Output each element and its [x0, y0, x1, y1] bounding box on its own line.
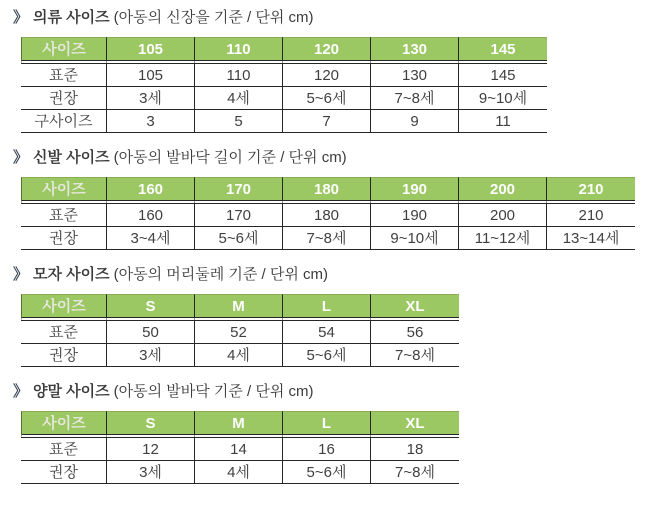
section-title-description: (아동의 발바닥 기준 / 단위 cm) — [113, 383, 314, 400]
table-cell: 11~12세 — [459, 227, 547, 250]
table-cell: 190 — [371, 204, 459, 227]
table-cell: 160 — [107, 204, 195, 227]
section-title — [13, 9, 658, 27]
table-cell: 5~6세 — [283, 344, 371, 367]
size-section — [13, 149, 658, 250]
size-column-header: 145 — [459, 37, 547, 64]
table-cell: 3세 — [107, 461, 195, 484]
table-row — [21, 204, 635, 227]
table-cell: 7~8세 — [371, 87, 459, 110]
table-cell: 4세 — [195, 344, 283, 367]
table-row — [21, 461, 459, 484]
table-header-row — [21, 294, 459, 321]
table-cell: 170 — [195, 204, 283, 227]
size-section — [13, 9, 658, 133]
size-column-header: L — [283, 294, 371, 321]
section-title-name: 신발 사이즈 — [33, 149, 110, 166]
section-title-description: (아동의 발바닥 길이 기준 / 단위 cm) — [113, 149, 347, 166]
size-table — [21, 37, 547, 133]
table-row — [21, 64, 547, 87]
section-title — [13, 383, 658, 401]
table-cell: 9 — [371, 110, 459, 133]
table-cell: 13~14세 — [547, 227, 635, 250]
size-column-header: L — [283, 411, 371, 438]
size-row-header: 사이즈 — [21, 37, 107, 64]
section-title — [13, 266, 658, 284]
size-column-header: 105 — [107, 37, 195, 64]
table-cell: 5~6세 — [283, 461, 371, 484]
size-column-header: 190 — [371, 177, 459, 204]
size-table — [21, 411, 459, 484]
double-chevron-icon: 》 — [13, 9, 29, 26]
row-label: 표준 — [21, 438, 107, 461]
size-column-header: 120 — [283, 37, 371, 64]
table-row — [21, 344, 459, 367]
table-cell: 145 — [459, 64, 547, 87]
size-section — [13, 266, 658, 367]
table-row — [21, 438, 459, 461]
table-cell: 3 — [107, 110, 195, 133]
row-label: 구사이즈 — [21, 110, 107, 133]
table-header-row — [21, 411, 459, 438]
size-row-header: 사이즈 — [21, 177, 107, 204]
section-title — [13, 149, 658, 167]
size-column-header: 170 — [195, 177, 283, 204]
table-cell: 4세 — [195, 461, 283, 484]
size-column-header: 180 — [283, 177, 371, 204]
section-title-description: (아동의 신장을 기준 / 단위 cm) — [113, 9, 314, 26]
table-cell: 120 — [283, 64, 371, 87]
row-label: 권장 — [21, 87, 107, 110]
table-cell: 50 — [107, 321, 195, 344]
double-chevron-icon: 》 — [13, 383, 29, 400]
table-cell: 210 — [547, 204, 635, 227]
table-cell: 56 — [371, 321, 459, 344]
size-column-header: XL — [371, 411, 459, 438]
table-cell: 14 — [195, 438, 283, 461]
table-cell: 200 — [459, 204, 547, 227]
size-column-header: M — [195, 294, 283, 321]
table-cell: 3세 — [107, 87, 195, 110]
row-label: 권장 — [21, 344, 107, 367]
table-cell: 5~6세 — [283, 87, 371, 110]
table-cell: 105 — [107, 64, 195, 87]
section-title-description: (아동의 머리둘레 기준 / 단위 cm) — [113, 266, 329, 283]
table-cell: 9~10세 — [459, 87, 547, 110]
table-cell: 7~8세 — [371, 461, 459, 484]
size-column-header: 160 — [107, 177, 195, 204]
table-cell: 7~8세 — [371, 344, 459, 367]
table-cell: 4세 — [195, 87, 283, 110]
table-cell: 130 — [371, 64, 459, 87]
table-cell: 12 — [107, 438, 195, 461]
table-cell: 9~10세 — [371, 227, 459, 250]
table-cell: 54 — [283, 321, 371, 344]
size-table — [21, 177, 635, 250]
row-label: 권장 — [21, 227, 107, 250]
table-cell: 16 — [283, 438, 371, 461]
table-cell: 3~4세 — [107, 227, 195, 250]
table-cell: 52 — [195, 321, 283, 344]
size-column-header: XL — [371, 294, 459, 321]
table-row — [21, 87, 547, 110]
size-column-header: 210 — [547, 177, 635, 204]
table-cell: 110 — [195, 64, 283, 87]
row-label: 표준 — [21, 64, 107, 87]
size-column-header: 110 — [195, 37, 283, 64]
row-label: 표준 — [21, 204, 107, 227]
table-cell: 180 — [283, 204, 371, 227]
table-row — [21, 110, 547, 133]
size-column-header: S — [107, 411, 195, 438]
table-cell: 3세 — [107, 344, 195, 367]
table-cell: 7~8세 — [283, 227, 371, 250]
size-section — [13, 383, 658, 484]
table-cell: 7 — [283, 110, 371, 133]
section-title-name: 모자 사이즈 — [33, 266, 110, 283]
size-column-header: 130 — [371, 37, 459, 64]
size-table — [21, 294, 459, 367]
table-cell: 18 — [371, 438, 459, 461]
size-row-header: 사이즈 — [21, 411, 107, 438]
section-title-name: 양말 사이즈 — [33, 383, 110, 400]
size-column-header: 200 — [459, 177, 547, 204]
table-row — [21, 321, 459, 344]
table-header-row — [21, 177, 635, 204]
row-label: 표준 — [21, 321, 107, 344]
double-chevron-icon: 》 — [13, 149, 29, 166]
table-cell: 5 — [195, 110, 283, 133]
table-cell: 11 — [459, 110, 547, 133]
size-row-header: 사이즈 — [21, 294, 107, 321]
table-cell: 5~6세 — [195, 227, 283, 250]
section-title-name: 의류 사이즈 — [33, 9, 110, 26]
table-row — [21, 227, 635, 250]
size-column-header: M — [195, 411, 283, 438]
table-header-row — [21, 37, 547, 64]
size-column-header: S — [107, 294, 195, 321]
row-label: 권장 — [21, 461, 107, 484]
double-chevron-icon: 》 — [13, 266, 29, 283]
